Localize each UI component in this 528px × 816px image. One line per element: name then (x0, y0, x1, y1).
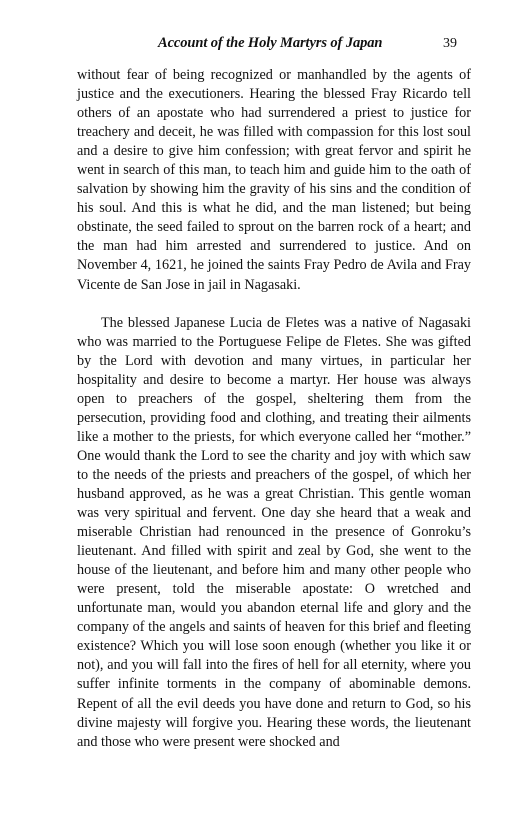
paragraph-continuation: without fear of being recognized or manhandled by the agents of justice and the executioners. Hearing the blessed Fray Ricardo tell others of an apostate who had surrendered a priest to justice for treachery and deceit, he was filled with compassion for this lost soul and a desire to give him confession; with great fervor and spirit he went in search of this man, to teach him and guide him to the oath of salvation by showing him the gravity of his sins and the condition of his soul. And this is what he did, and the man listened; but being obstinate, the seed failed to sprout on the barren rock of a heart; and the man had him arrested and surrendered to justice. And on November 4, 1621, he joined the saints Fray Pedro de Avila and Fray Vicente de San Jose in jail in Nagasaki. (77, 67, 471, 293)
page-number: 39 (443, 36, 457, 51)
running-title: Account of the Holy Martyrs of Japan (158, 35, 383, 51)
running-header (76, 35, 471, 55)
body-text (77, 66, 471, 752)
paragraph-lucia-de-fletes: The blessed Japanese Lucia de Fletes was a native of Nagasaki who was married to the Portuguese Felipe de Fletes. She was gifted by the Lord with devotion and many virtues, in particular her hospitality and desire to become a martyr. Her house was always open to preachers of the gospel, sheltering them from the persecution, providing food and clothing, and treating their ailments like a mother to the priests, for which everyone called her “mother.” One would thank the Lord to see the charity and joy with which saw to the needs of the priests and preachers of the gospel, of which her husband approved, as he was a great Christian. This gentle woman was very spiritual and fervent. One day she heard that a weak and miserable Christian had renounced in the presence of Gonroku’s lieutenant. And filled with spirit and zeal by God, she went to the house of the lieutenant, and before him and many other people who were present, told the miserable apostate: O wretched and unfortunate man, would you abandon eternal life and glory and the company of the angels and saints of heaven for this brief and fleeting existence? Which you will lose soon enough (whether you like it or not), and you will fall into the fires of hell for all eternity, where you suffer infinite torments in the company of abominable demons. Repent of all the evil deeds you have done and return to God, so his divine majesty will forgive you. Hearing these words, the lieutenant and those who were present were shocked and (77, 314, 471, 750)
